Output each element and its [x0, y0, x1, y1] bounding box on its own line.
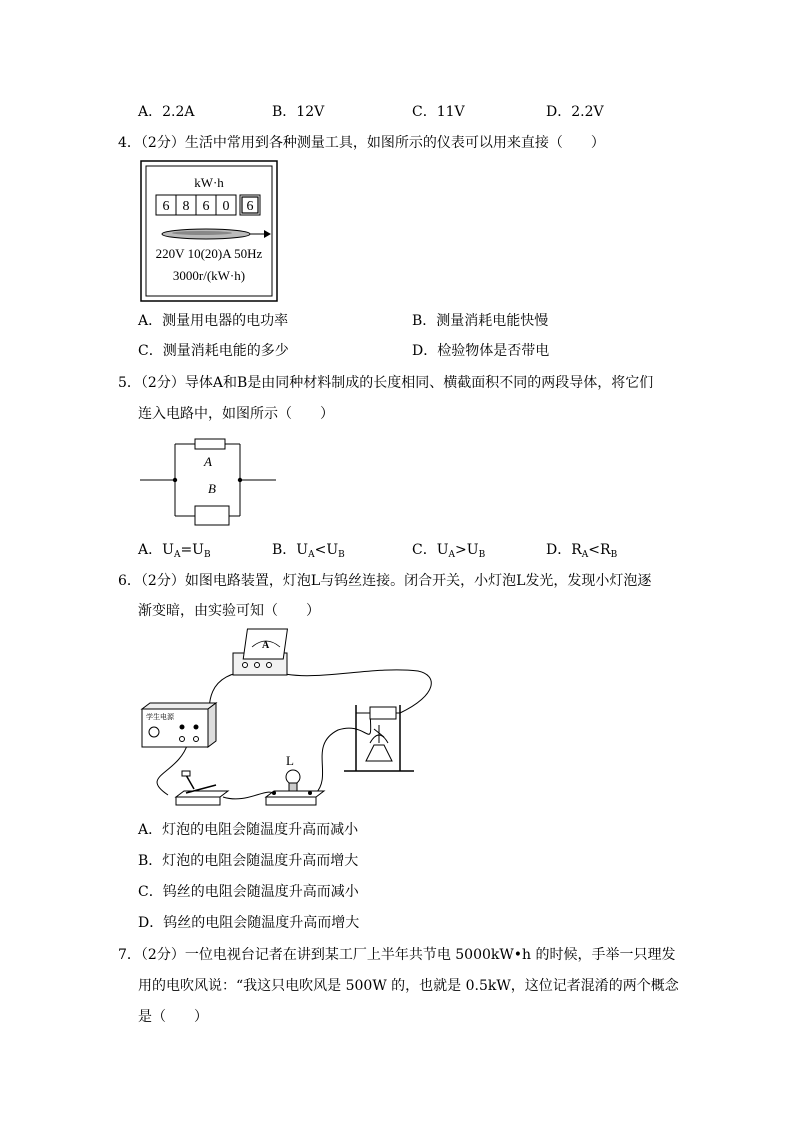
q4-option-c: C．测量消耗电能的多少 — [138, 343, 289, 359]
meter-digit-5: 6 — [246, 199, 254, 214]
q5-option-a: A．$U_A=U_B$ — [138, 542, 211, 560]
q5-option-d: D．$R_A<R_B$ — [546, 542, 618, 560]
meter-constant: 3000r/(kW·h) — [172, 268, 246, 283]
q4-option-a: A．测量用电器的电功率 — [138, 313, 289, 329]
ammeter — [233, 629, 287, 675]
bulb-holder — [266, 753, 324, 805]
q5-stem-line1: 5．（2分）导体A和B是由同种材料制成的长度相同、横截面积不同的两段导体，将它们 — [118, 375, 654, 391]
q6-option-b: B．灯泡的电阻会随温度升高而增大 — [138, 853, 359, 869]
meter-digit-3: 6 — [202, 199, 210, 214]
bulb-label: L — [286, 753, 294, 768]
q6-option-a: A．灯泡的电阻会随温度升高而减小 — [138, 822, 359, 838]
q4-option-b: B．测量消耗电能快慢 — [412, 313, 549, 329]
q3-option-d: D．2.2V — [546, 104, 604, 120]
q6-option-c: C．钨丝的电阻会随温度升高而减小 — [138, 884, 359, 900]
q7-stem-line2: 用的电吹风说：“我这只电吹风是 500W 的，也就是 0.5kW，这位记者混淆的两个概念 — [138, 978, 679, 994]
q6-stem-line2: 渐变暗，由实验可知（ ） — [138, 603, 320, 619]
knife-switch — [176, 771, 228, 805]
parallel-circuit-figure — [140, 436, 276, 526]
q3-option-c: C．11V — [412, 104, 465, 120]
q5-option-c: C．$U_A>U_B$ — [412, 542, 486, 560]
tungsten-stand — [344, 705, 414, 771]
meter-digit-2: 8 — [182, 199, 190, 214]
resistor-b-label: B — [208, 481, 216, 496]
meter-digit-1: 6 — [162, 199, 170, 214]
q4-stem: 4．（2分）生活中常用到各种测量工具，如图所示的仪表可以用来直接（ ） — [118, 135, 605, 151]
power-supply-label: 学生电源 — [146, 713, 174, 721]
resistor-a-label: A — [204, 454, 212, 469]
meter-unit: kW·h — [194, 175, 224, 190]
q5-option-b: B．$U_A<U_B$ — [272, 542, 345, 560]
q6-stem-line1: 6．（2分）如图电路装置，灯泡L与钨丝连接。闭合开关，小灯泡L发光，发现小灯泡逐 — [118, 573, 652, 589]
q7-stem-line1: 7．（2分）一位电视台记者在讲到某工厂上半年共节电 5000kW•h 的时候，手举一只理发 — [118, 947, 676, 963]
q7-stem-line3: 是（ ） — [138, 1009, 208, 1025]
q4-option-d: D．检验物体是否带电 — [412, 343, 550, 359]
q5-stem-line2: 连入电路中，如图所示（ ） — [138, 406, 334, 422]
power-supply — [142, 703, 216, 747]
q6-option-d: D．钨丝的电阻会随温度升高而增大 — [138, 915, 360, 931]
meter-digit-4: 0 — [222, 199, 230, 214]
electric-meter-figure — [140, 160, 278, 302]
ammeter-label: A — [262, 640, 270, 651]
experiment-apparatus-figure — [138, 625, 448, 813]
meter-rating: 220V 10(20)A 50Hz — [155, 246, 263, 261]
q3-option-a: A．2.2A — [138, 104, 195, 120]
q3-option-b: B．12V — [272, 104, 325, 120]
